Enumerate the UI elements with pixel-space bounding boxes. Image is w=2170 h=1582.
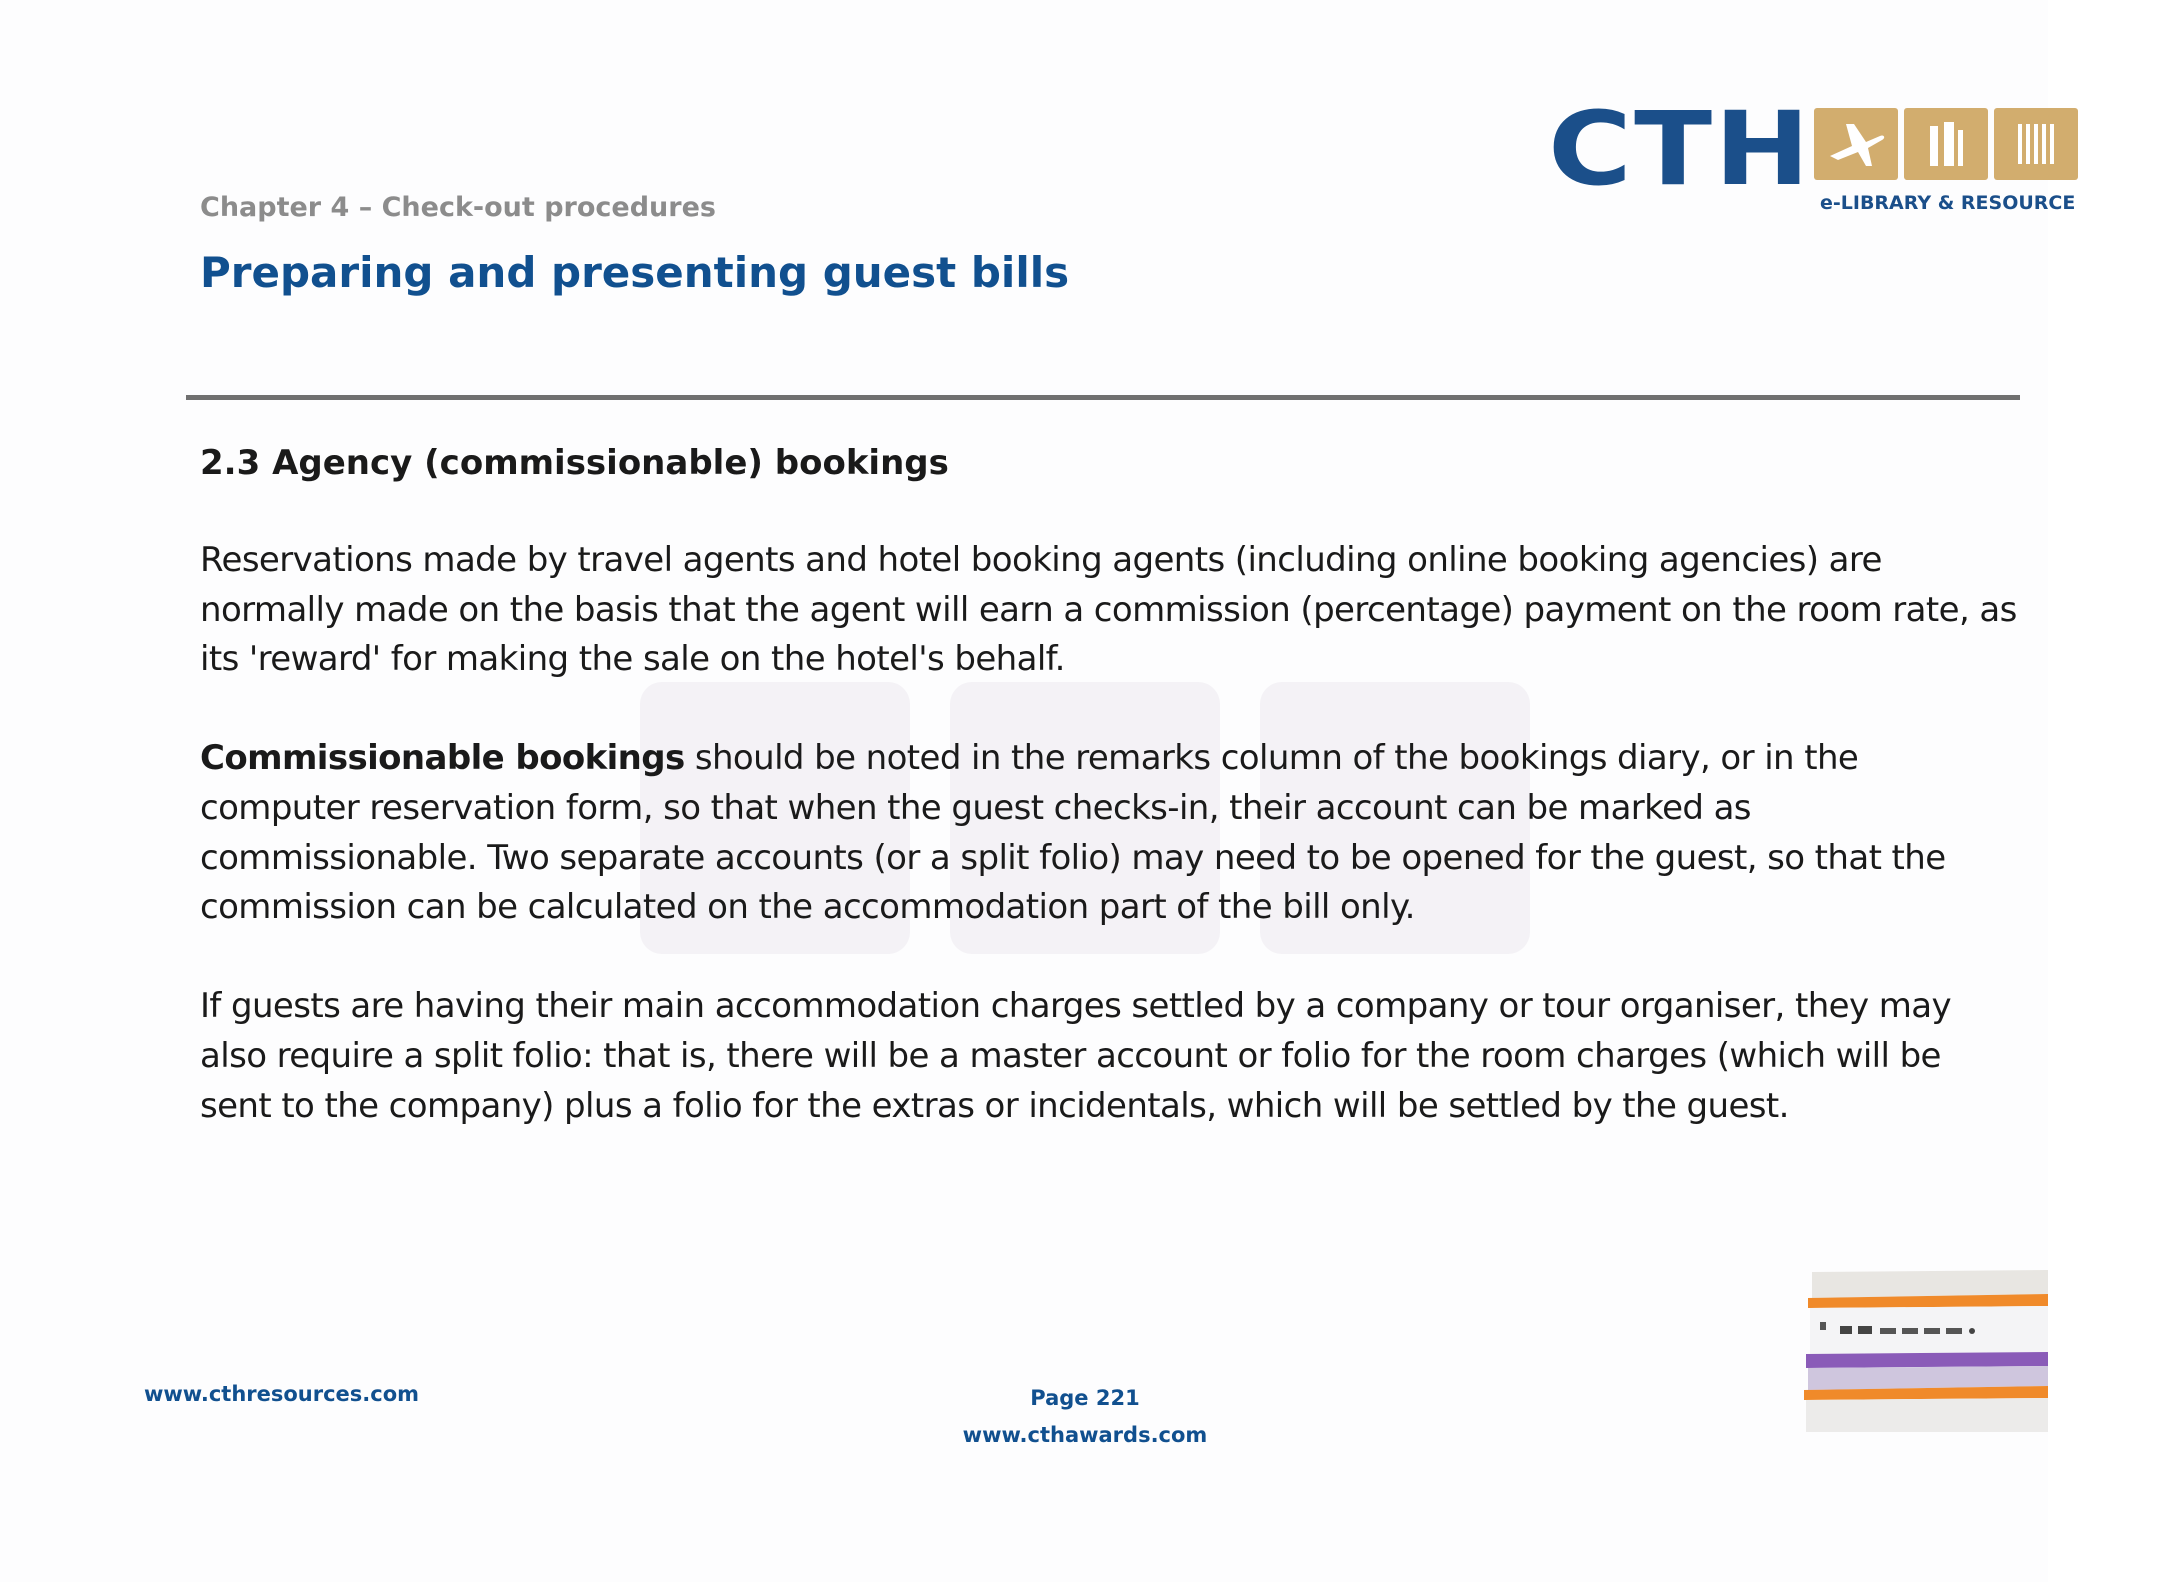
body-content: [200, 438, 2020, 1181]
paragraph-1: Reservations made by travel agents and hotel booking agents (including online booking agencies) are normally made on the basis that the agent will earn a commission (percentage) payment on the room rate, as its 'reward' for making the sale on the hotel's behalf.: [200, 540, 2017, 680]
airplane-icon: [1814, 108, 1898, 180]
section-heading: 2.3 Agency (commissionable) bookings: [200, 443, 949, 483]
paragraph-2-text: should be noted in the remarks column of the bookings diary, or in the computer reservation form, so that when the guest checks-in, their account can be marked as commissionable. Two separate accounts (or a split folio) may need to be opened for the guest, so that the commission can be calculated on the accommodation part of the bill only.: [200, 738, 1946, 928]
footer-website-link[interactable]: www.cthresources.com: [144, 1382, 420, 1406]
paragraph-2-bold: Commissionable bookings: [200, 738, 685, 779]
page-title: Preparing and presenting guest bills: [200, 248, 1070, 297]
building-icon: [1994, 108, 2078, 180]
page-number: Page 221: [1030, 1386, 1140, 1410]
paragraph-2: [200, 734, 2020, 932]
logo-tiles: [1814, 108, 2078, 180]
logo-letters: CTH: [1548, 90, 1813, 209]
logo-tagline: e-LIBRARY & RESOURCE: [1820, 192, 2076, 214]
chapter-label: Chapter 4 – Check-out procedures: [200, 192, 716, 223]
footer-awards-link[interactable]: www.cthawards.com: [962, 1423, 1208, 1447]
header-divider: [186, 395, 2020, 400]
paragraph-3: If guests are having their main accommodation charges settled by a company or tour organiser, they may also require a split folio: that is, there will be a master account or folio for the room charges (which will be sent to the company) plus a folio for the extras or incidentals, which will be settled by the guest.: [200, 986, 1951, 1126]
fork-knife-icon: [1904, 108, 1988, 180]
cth-logo: [1548, 90, 2076, 220]
